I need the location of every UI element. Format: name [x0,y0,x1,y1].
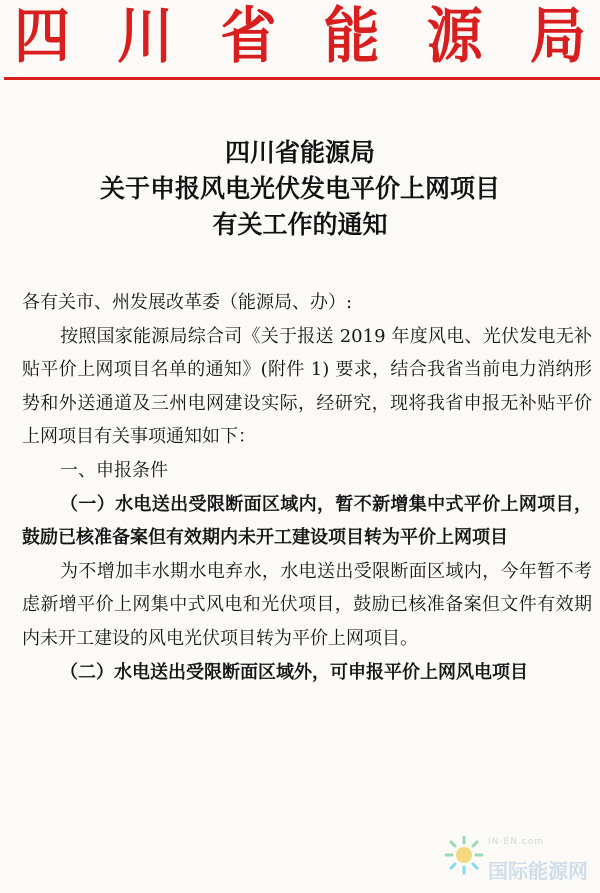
sun-logo-icon [444,835,484,875]
letterhead-char: 省 [220,0,277,72]
document-title-line3: 有关工作的通知 [212,210,388,239]
letterhead-divider [4,77,600,80]
letterhead-char: 川 [117,0,174,72]
document-title-line2: 关于申报风电光伏发电平价上网项目 [99,174,500,203]
section-heading: 一、申报条件 [60,459,168,481]
letterhead-char: 局 [529,0,586,72]
watermark-domain: IN-EN.com [488,837,545,847]
letterhead [0,0,600,72]
subsection-heading-2: （二）水电送出受限断面区域外，可申报平价上网风电项目 [60,661,528,683]
letterhead-char: 源 [426,0,483,72]
intro-paragraph: 按照国家能源局综合司《关于报送 2019 年度风电、光伏发电无补贴平价上网项目名单的通知》(附件 1) 要求，结合我省当前电力消纳形势和外送通道及三州电网建设实际，经研究，现将我省申报无补贴平价上网项目有关事项通知如下： [22,325,592,448]
watermark-logo [444,829,594,889]
subsection-paragraph-1: 为不增加丰水期水电弃水，水电送出受限断面区域内，今年暂不考虑新增平价上网集中式风电和光伏项目，鼓励已核准备案但文件有效期内未开工建设的风电光伏项目转为平价上网项目。 [22,560,592,649]
watermark-name: 国际能源网 [488,859,588,883]
salutation: 各有关市、州发展改革委（能源局、办）: [22,292,353,313]
letterhead-char: 四 [14,0,70,72]
document-title-issuer: 四川省能源局 [224,138,375,167]
subsection-heading-1: （一）水电送出受限断面区域内，暂不新增集中式平价上网项目，鼓励已核准备案但有效期内未开工建设项目转为平价上网项目 [22,493,592,549]
document-body [22,286,592,689]
letterhead-char: 能 [323,0,380,72]
